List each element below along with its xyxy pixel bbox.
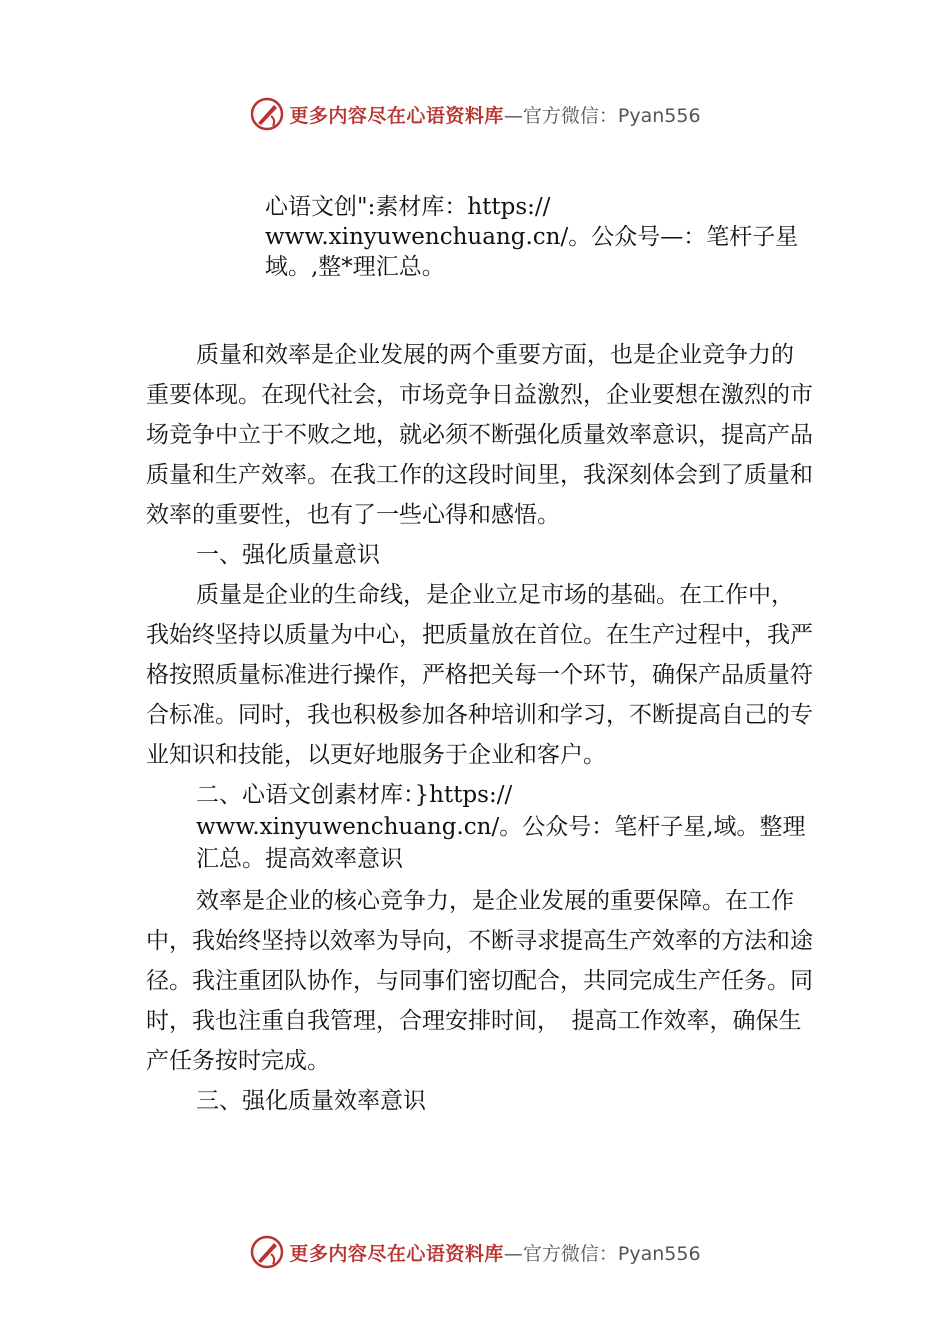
banner-wechat-text: —官方微信：Pyan556 xyxy=(503,1242,701,1265)
section-heading-2-line: www.xinyuwenchuang.cn/。公众号：笔杆子星,域。整理 xyxy=(196,814,806,840)
footer-banner xyxy=(0,1232,950,1272)
paragraph-efficiency: 效率是企业的核心竞争力，是企业发展的重要保障。在工作中，我始终坚持以效率为导向，不断寻求提高生产效率的方法和途径。我注重团队协作，与同事们密切配合，共同完成生产任务。同时，我也注重自我管理，合理安排时间， 提高工作效率，确保生产任务按时完成。 xyxy=(146,888,813,1074)
header-note-line: 心语文创":素材库：https:// xyxy=(265,194,551,220)
section-heading-2-line: 二、心语文创素材库：}https:// xyxy=(196,782,513,808)
quill-seal-icon xyxy=(249,96,285,132)
header-note xyxy=(265,192,825,282)
paragraph-quality: 质量是企业的生命线，是企业立足市场的基础。在工作中，我始终坚持以质量为中心，把质量放在首位。在生产过程中，我严格按照质量标准进行操作，严格把关每一个环节，确保产品质量符合标准。同时，我也积极参加各种培训和学习，不断提高自己的专业知识和技能，以更好地服务于企业和客户。 xyxy=(146,582,813,768)
header-note-line: www.xinyuwenchuang.cn/。公众号—：笔杆子星 xyxy=(265,224,799,250)
section-heading-1: 一、强化质量意识 xyxy=(196,542,380,568)
header-banner xyxy=(0,94,950,134)
paragraph-intro: 质量和效率是企业发展的两个重要方面，也是企业竞争力的重要体现。在现代社会，市场竞争日益激烈，企业要想在激烈的市场竞争中立于不败之地，就必须不断强化质量效率意识，提高产品质量和生产效率。在我工作的这段时间里，我深刻体会到了质量和效率的重要性，也有了一些心得和感悟。 xyxy=(146,342,813,528)
document-body xyxy=(146,335,816,1121)
banner-brand-text: 更多内容尽在心语资料库 xyxy=(289,1242,504,1265)
header-note-line: 域。,整*理汇总。 xyxy=(265,254,445,280)
quill-seal-icon xyxy=(249,1234,285,1270)
banner-wechat-text: —官方微信：Pyan556 xyxy=(503,104,701,127)
banner-brand-text: 更多内容尽在心语资料库 xyxy=(289,104,504,127)
section-heading-3: 三、强化质量效率意识 xyxy=(196,1088,426,1114)
section-heading-2-line: 汇总。提高效率意识 xyxy=(196,846,403,872)
section-heading-2 xyxy=(146,779,816,875)
